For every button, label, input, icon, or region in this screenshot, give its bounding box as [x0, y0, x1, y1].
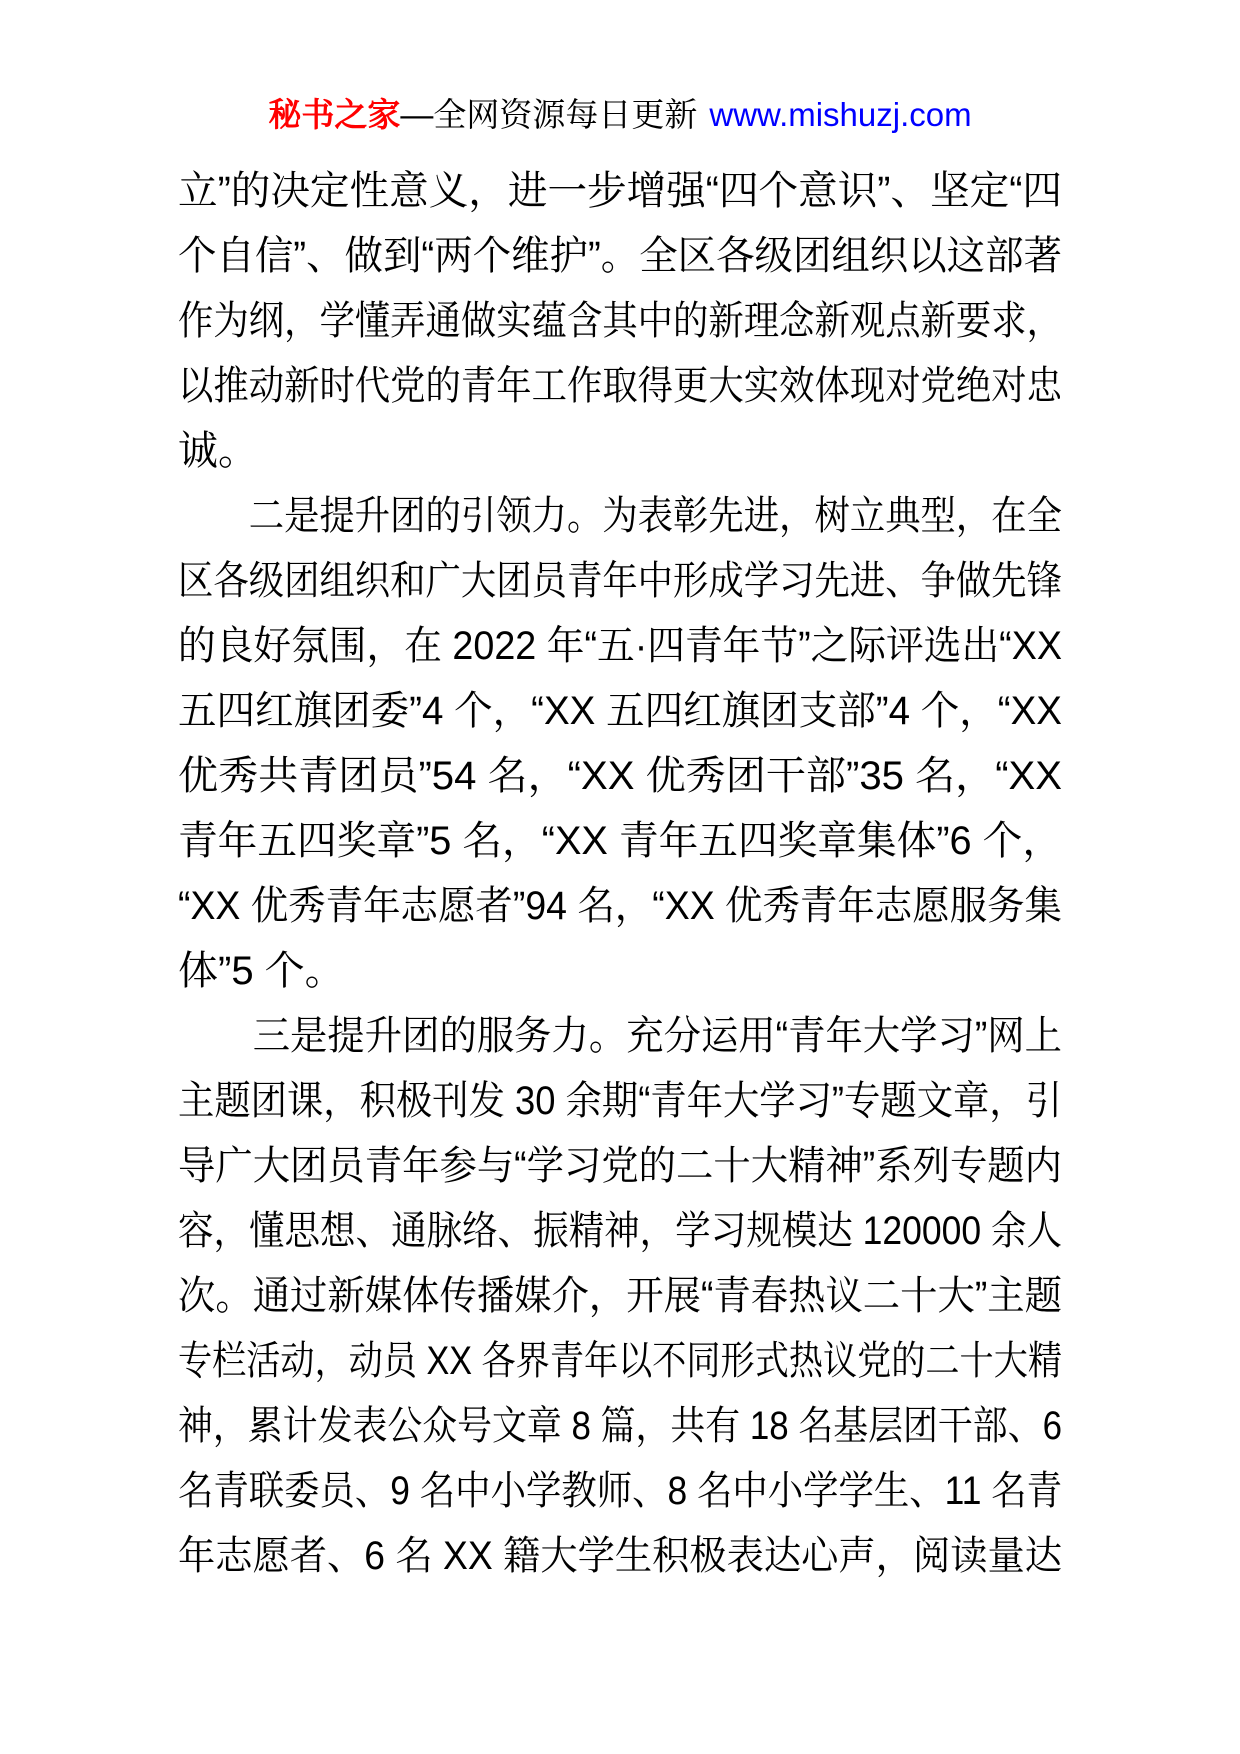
text-line: 名青联委员、9 名中小学教师、8 名中小学学生、11 名青: [178, 1469, 1062, 1513]
text-line: 容，懂思想、通脉络、振精神，学习规模达 120000 余人: [178, 1209, 1062, 1253]
text-line: 五四红旗团委”4 个，“XX 五四红旗团支部”4 个，“XX: [178, 689, 1062, 733]
text-line: 的良好氛围，在 2022 年“五·四青年节”之际评选出“XX: [178, 624, 1062, 668]
text-line: 优秀共青团员”54 名，“XX 优秀团干部”35 名，“XX: [178, 754, 1062, 798]
text-line: 主题团课，积极刊发 30 余期“青年大学习”专题文章，引: [178, 1079, 1062, 1123]
paragraph: [178, 1004, 1062, 1589]
text-line: 区各级团组织和广大团员青年中形成学习先进、争做先锋: [178, 559, 1062, 603]
text-line: 次。通过新媒体传播媒介，开展“青春热议二十大”主题: [178, 1274, 1062, 1318]
text-line: 年志愿者、6 名 XX 籍大学生积极表达心声，阅读量达: [178, 1534, 1062, 1578]
site-tagline: 全网资源每日更新: [433, 96, 698, 133]
site-brand: 秘书之家: [268, 96, 401, 133]
text-line: 诚。: [178, 429, 258, 473]
document-body: [178, 159, 1062, 1589]
text-line: 三是提升团的服务力。充分运用“青年大学习”网上: [178, 1014, 1062, 1058]
page-header: [0, 90, 1240, 140]
text-line: 青年五四奖章”5 名，“XX 青年五四奖章集体”6 个，: [178, 819, 1062, 863]
text-line: 导广大团员青年参与“学习党的二十大精神”系列专题内: [178, 1144, 1062, 1188]
text-line: “XX 优秀青年志愿者”94 名，“XX 优秀青年志愿服务集: [178, 884, 1062, 928]
text-line: 个自信”、做到“两个维护”。全区各级团组织以这部著: [178, 234, 1062, 278]
text-line: 专栏活动，动员 XX 各界青年以不同形式热议党的二十大精: [178, 1339, 1062, 1383]
paragraph: [178, 484, 1062, 1004]
text-line: 以推动新时代党的青年工作取得更大实效体现对党绝对忠: [178, 364, 1062, 408]
header-dash: —: [400, 96, 434, 133]
text-line: 作为纲，学懂弄通做实蕴含其中的新理念新观点新要求，: [178, 299, 1062, 343]
site-url-link[interactable]: www.mishuzj.com: [709, 96, 972, 133]
text-line: 立”的决定性意义，进一步增强“四个意识”、坚定“四: [178, 169, 1062, 213]
text-line: 神，累计发表公众号文章 8 篇，共有 18 名基层团干部、6: [178, 1404, 1062, 1448]
paragraph: [178, 159, 1062, 484]
text-line: 二是提升团的引领力。为表彰先进，树立典型，在全: [178, 494, 1062, 538]
text-line: 体”5 个。: [178, 949, 345, 993]
